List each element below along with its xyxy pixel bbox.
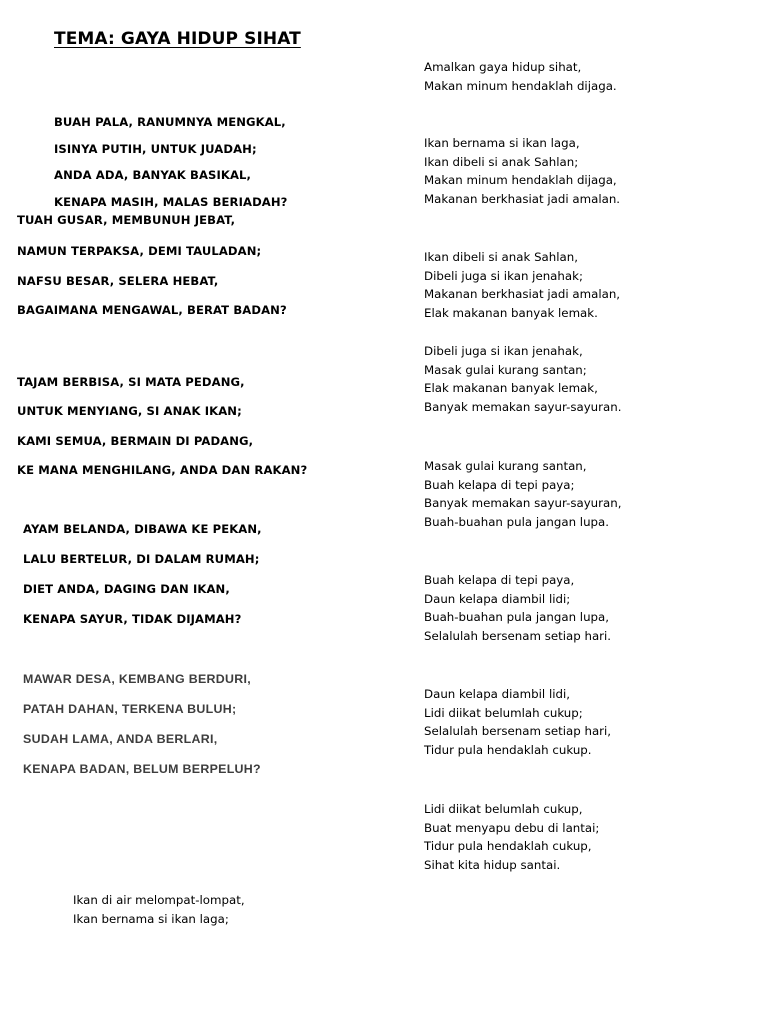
- verse-line: Tidur pula hendaklah cukup.: [424, 742, 592, 757]
- verse-line: Buah-buahan pula jangan lupa,: [424, 610, 610, 625]
- stanza-4-line-4: KENAPA SAYUR, TIDAK DIJAMAH?: [23, 612, 242, 626]
- verse-line: Buah kelapa di tepi paya,: [424, 573, 575, 587]
- verse-line: Buat menyapu debu di lantai;: [424, 820, 600, 835]
- stanza-3-line-3: KAMI SEMUA, BERMAIN DI PADANG,: [17, 434, 254, 448]
- stanza-4-line-1: AYAM BELANDA, DIBAWA KE PEKAN,: [23, 522, 262, 536]
- verse-line: Ikan bernama si ikan laga,: [424, 136, 580, 150]
- verse-line: Lidi diikat belumlah cukup,: [424, 802, 583, 816]
- verse-line: Makanan berkhasiat jadi amalan,: [424, 287, 621, 302]
- verse-line: Elak makanan banyak lemak,: [424, 381, 598, 396]
- stanza-2-line-3: NAFSU BESAR, SELERA HEBAT,: [17, 274, 219, 288]
- right-verse-4: [424, 342, 621, 416]
- stanza-3-line-4: KE MANA MENGHILANG, ANDA DAN RAKAN?: [17, 463, 308, 477]
- stanza-2-line-4: BAGAIMANA MENGAWAL, BERAT BADAN?: [17, 303, 287, 317]
- stanza-1-line-2: ISINYA PUTIH, UNTUK JUADAH;: [54, 142, 257, 156]
- right-verse-3: [424, 248, 620, 322]
- verse-line: Ikan dibeli si anak Sahlan,: [424, 250, 578, 264]
- stanza-5-line-4: KENAPA BADAN, BELUM BERPELUH?: [23, 762, 261, 776]
- verse-line: Dibeli juga si ikan jenahak,: [424, 344, 583, 358]
- stanza-2-line-1: TUAH GUSAR, MEMBUNUH JEBAT,: [17, 213, 236, 227]
- verse-line: Buah-buahan pula jangan lupa.: [424, 514, 610, 529]
- stanza-5-line-2: PATAH DAHAN, TERKENA BULUH;: [23, 702, 237, 716]
- stanza-4-line-3: DIET ANDA, DAGING DAN IKAN,: [23, 582, 230, 596]
- stanza-2-line-2: NAMUN TERPAKSA, DEMI TAULADAN;: [17, 244, 262, 258]
- right-verse-7: [424, 685, 611, 759]
- verse-line: Masak gulai kurang santan;: [424, 362, 587, 377]
- verse-line: Makanan berkhasiat jadi amalan.: [424, 191, 621, 206]
- right-verse-6: [424, 571, 611, 645]
- verse-line: Selalulah bersenam setiap hari.: [424, 628, 612, 643]
- verse-line: Elak makanan banyak lemak.: [424, 305, 598, 320]
- bottom-verse-line: Ikan bernama si ikan laga;: [73, 911, 229, 926]
- verse-line: Buah kelapa di tepi paya;: [424, 477, 575, 492]
- verse-line: Selalulah bersenam setiap hari,: [424, 724, 612, 739]
- verse-line: Masak gulai kurang santan,: [424, 459, 587, 473]
- right-verse-2: [424, 134, 620, 208]
- verse-line: Amalkan gaya hidup sihat,: [424, 60, 582, 74]
- verse-line: Tidur pula hendaklah cukup,: [424, 839, 592, 854]
- verse-line: Lidi diikat belumlah cukup;: [424, 705, 583, 720]
- bottom-verse-line: Ikan di air melompat-lompat,: [73, 893, 245, 907]
- stanza-1-line-3: ANDA ADA, BANYAK BASIKAL,: [54, 168, 252, 182]
- stanza-1-line-4: KENAPA MASIH, MALAS BERIADAH?: [54, 195, 288, 209]
- stanza-3-line-1: TAJAM BERBISA, SI MATA PEDANG,: [17, 375, 245, 389]
- verse-line: Sihat kita hidup santai.: [424, 857, 561, 872]
- verse-line: Makan minum hendaklah dijaga.: [424, 78, 617, 93]
- verse-line: Dibeli juga si ikan jenahak;: [424, 268, 583, 283]
- page-title: TEMA: GAYA HIDUP SIHAT: [54, 29, 301, 49]
- stanza-5-line-1: MAWAR DESA, KEMBANG BERDURI,: [23, 672, 251, 686]
- right-verse-8: [424, 800, 599, 874]
- verse-line: Banyak memakan sayur-sayuran,: [424, 496, 622, 511]
- verse-line: Daun kelapa diambil lidi,: [424, 687, 571, 701]
- verse-line: Daun kelapa diambil lidi;: [424, 591, 571, 606]
- stanza-3-line-2: UNTUK MENYIANG, SI ANAK IKAN;: [17, 404, 242, 418]
- stanza-4-line-2: LALU BERTELUR, DI DALAM RUMAH;: [23, 552, 260, 566]
- right-verse-5: [424, 457, 621, 531]
- stanza-1-line-1: BUAH PALA, RANUMNYA MENGKAL,: [54, 115, 286, 129]
- right-verse-1: [424, 58, 617, 95]
- stanza-5-line-3: SUDAH LAMA, ANDA BERLARI,: [23, 732, 218, 746]
- verse-line: Makan minum hendaklah dijaga,: [424, 173, 617, 188]
- verse-line: Banyak memakan sayur-sayuran.: [424, 399, 622, 414]
- verse-line: Ikan dibeli si anak Sahlan;: [424, 154, 579, 169]
- bottom-verse: [73, 891, 245, 928]
